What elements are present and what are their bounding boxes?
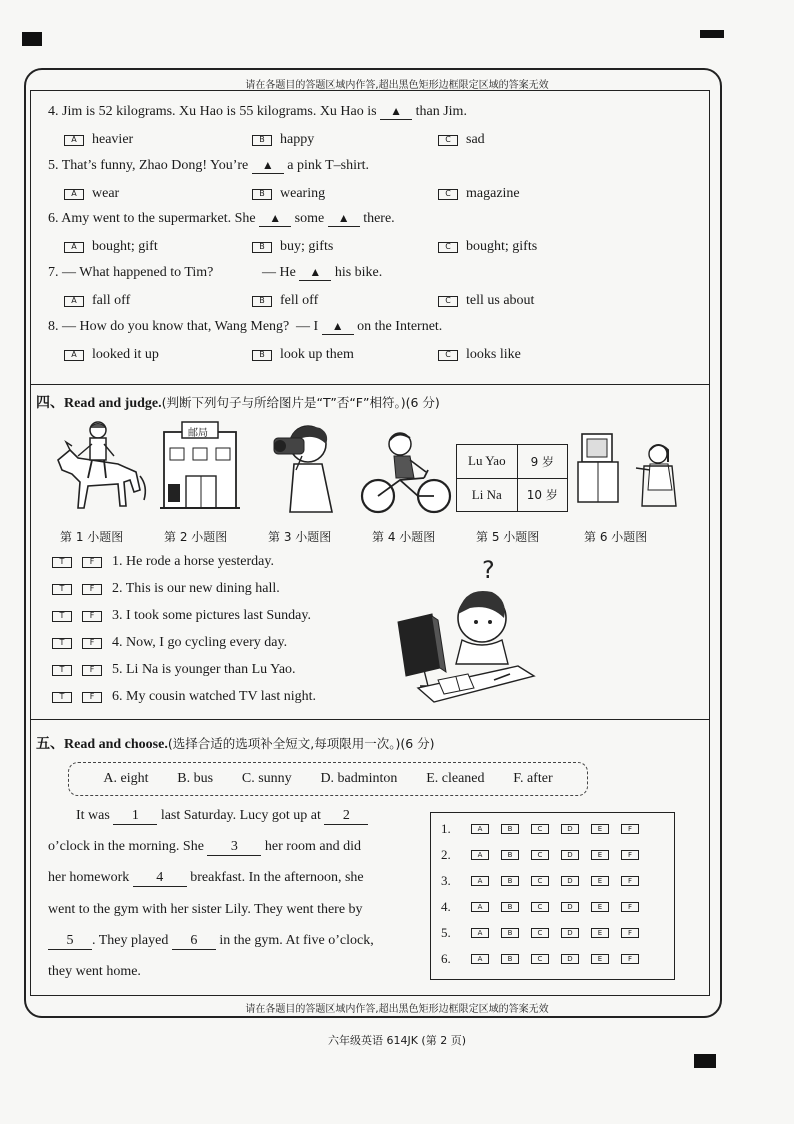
true-box[interactable]: T <box>52 692 72 703</box>
option-letter-box[interactable]: B <box>252 350 272 361</box>
age-table-age: 10 岁 <box>517 478 567 512</box>
option-choice[interactable] <box>252 186 325 202</box>
registration-mark-bottom-right <box>694 1054 716 1068</box>
answer-bubble[interactable]: F <box>621 954 639 964</box>
age-table-picture <box>456 444 568 512</box>
question-text: than Jim. <box>415 104 467 119</box>
question-text: a pink T–shirt. <box>287 158 370 173</box>
option-letter-box[interactable]: B <box>252 242 272 253</box>
answer-grid-row <box>441 925 639 941</box>
question-text: — What happened to Tim? <box>62 265 214 280</box>
answer-bubble[interactable]: F <box>621 876 639 886</box>
answer-bubble[interactable]: B <box>501 928 519 938</box>
answer-row-number: 4. <box>441 899 451 914</box>
true-box[interactable]: T <box>52 611 72 622</box>
picture-caption: 第 3 小题图 <box>268 530 332 544</box>
answer-bubble[interactable]: E <box>591 928 609 938</box>
option-text: heavier <box>92 132 134 147</box>
answer-bubble[interactable]: E <box>591 876 609 886</box>
question-stem <box>48 104 467 120</box>
horse-rider-picture <box>48 420 152 520</box>
answer-bubble[interactable]: D <box>561 954 579 964</box>
option-choice[interactable] <box>438 239 537 255</box>
question-stem <box>48 319 443 335</box>
picture-caption: 第 5 小题图 <box>476 530 540 544</box>
false-box[interactable]: F <box>82 584 102 595</box>
answer-bubble[interactable]: A <box>471 928 489 938</box>
choice-item: E. cleaned <box>426 771 485 786</box>
option-choice[interactable] <box>64 186 119 202</box>
option-letter-box[interactable]: A <box>64 350 84 361</box>
judge-row <box>52 689 316 705</box>
question-text: some <box>294 211 325 226</box>
option-letter-box[interactable]: A <box>64 189 84 200</box>
option-choice[interactable] <box>64 347 159 363</box>
option-text: looks like <box>466 347 521 362</box>
option-text: tell us about <box>466 293 535 308</box>
answer-bubble[interactable]: F <box>621 850 639 860</box>
answer-grid-row <box>441 951 639 967</box>
section-divider <box>30 384 710 385</box>
picture-caption: 第 6 小题图 <box>584 530 648 544</box>
option-letter-box[interactable]: B <box>252 135 272 146</box>
option-choice[interactable] <box>64 293 130 309</box>
footer-label: 六年级英语 614JK (第 2 页) <box>327 1034 467 1047</box>
passage-text: last Saturday. Lucy got up at <box>160 808 321 823</box>
answer-bubble[interactable]: D <box>561 876 579 886</box>
answer-row-number: 3. <box>441 873 451 888</box>
question-text: That’s funny, Zhao Dong! You’re <box>61 158 249 173</box>
passage-text: they went home. <box>48 964 141 979</box>
choice-item: C. sunny <box>241 771 292 786</box>
passage-text: in the gym. At five o’clock, <box>219 933 374 948</box>
answer-bubble[interactable]: F <box>621 824 639 834</box>
passage-text: . They played <box>92 933 169 948</box>
question-text: there. <box>363 211 395 226</box>
answer-grid <box>430 812 675 980</box>
question-stem <box>48 265 383 281</box>
answer-blank[interactable]: ▲ <box>299 265 331 281</box>
answer-bubble[interactable]: A <box>471 954 489 964</box>
option-text: fall off <box>92 293 131 308</box>
true-box[interactable]: T <box>52 557 72 568</box>
option-choice[interactable] <box>438 132 485 148</box>
picture-caption: 第 2 小题图 <box>164 530 228 544</box>
option-letter-box[interactable]: A <box>64 296 84 307</box>
header-notice: 请在各题目的答题区域内作答,超出黑色矩形边框限定区域的答案无效 <box>245 80 549 91</box>
option-choice[interactable] <box>438 347 521 363</box>
false-box[interactable]: F <box>82 665 102 676</box>
false-box[interactable]: F <box>82 638 102 649</box>
passage-text: her room and did <box>264 839 361 854</box>
answer-bubble[interactable]: C <box>531 850 549 860</box>
option-choice[interactable] <box>438 186 520 202</box>
camera-boy-picture <box>272 422 338 514</box>
reply-text <box>296 319 442 335</box>
question-text: Jim is 52 kilograms. Xu Hao is 55 kilograms. Xu Hao is <box>62 104 377 119</box>
cloze-blank-5[interactable]: 5 <box>48 933 92 950</box>
question-number: 8. <box>48 319 59 334</box>
judge-row <box>52 554 274 570</box>
question-text: — How do you know that, Wang Meng? <box>62 319 290 334</box>
judge-statement: 3. I took some pictures last Sunday. <box>112 608 311 623</box>
option-letter-box[interactable]: B <box>252 296 272 307</box>
answer-grid-row <box>441 847 639 863</box>
answer-row-number: 2. <box>441 847 451 862</box>
question-text: his bike. <box>334 265 383 280</box>
answer-bubble[interactable]: C <box>531 954 549 964</box>
option-letter-box[interactable]: B <box>252 189 272 200</box>
option-letter-box[interactable]: A <box>64 242 84 253</box>
judge-statement: 5. Li Na is younger than Lu Yao. <box>112 662 296 677</box>
question-stem <box>48 211 395 227</box>
passage-text: o’clock in the morning. She <box>48 839 204 854</box>
age-table-name: Li Na <box>457 478 518 512</box>
answer-bubble[interactable]: D <box>561 824 579 834</box>
reply-speaker: — He <box>262 265 296 280</box>
judge-statement: 4. Now, I go cycling every day. <box>112 635 288 650</box>
answer-bubble[interactable]: E <box>591 850 609 860</box>
false-box[interactable]: F <box>82 692 102 703</box>
question-number: 6. <box>48 211 59 226</box>
picture-caption: 第 4 小题图 <box>372 530 436 544</box>
cloze-blank-1[interactable]: 1 <box>113 808 157 825</box>
choice-item: A. eight <box>103 771 149 786</box>
option-choice[interactable] <box>438 293 534 309</box>
option-letter-box[interactable]: C <box>438 350 458 361</box>
answer-bubble[interactable]: C <box>531 824 549 834</box>
answer-bubble[interactable]: A <box>471 824 489 834</box>
answer-row-number: 5. <box>441 925 451 940</box>
answer-row-number: 1. <box>441 821 451 836</box>
reply-speaker: — I <box>296 319 319 334</box>
option-text: bought; gifts <box>466 239 538 254</box>
true-box[interactable]: T <box>52 584 72 595</box>
watching-tv-picture <box>578 430 682 514</box>
cycling-boy-picture <box>358 430 454 516</box>
option-choice[interactable] <box>64 132 133 148</box>
age-table-name: Lu Yao <box>457 445 518 479</box>
thinking-boy-illustration <box>398 556 538 704</box>
footer-notice: 请在各题目的答题区域内作答,超出黑色矩形边框限定区域的答案无效 <box>245 1004 549 1015</box>
option-text: happy <box>280 132 315 147</box>
table-row <box>457 445 568 479</box>
answer-blank[interactable]: ▲ <box>252 158 284 174</box>
false-box[interactable]: F <box>82 557 102 568</box>
question-number: 4. <box>48 104 59 119</box>
registration-mark-top-right <box>700 30 724 38</box>
option-choice[interactable] <box>252 347 354 363</box>
option-text: buy; gifts <box>280 239 334 254</box>
question-text: on the Internet. <box>357 319 443 334</box>
answer-grid-row <box>441 899 639 915</box>
answer-bubble[interactable]: B <box>501 954 519 964</box>
true-box[interactable]: T <box>52 638 72 649</box>
choice-item: B. bus <box>177 771 214 786</box>
section5-title-cn: (选择合适的选项补全短文,每项限用一次。)(6 分) <box>167 736 435 751</box>
option-text: wearing <box>280 186 326 201</box>
answer-bubble[interactable]: A <box>471 876 489 886</box>
section4-title <box>36 392 440 412</box>
table-row <box>457 478 568 512</box>
svg-text:?: ? <box>482 556 495 584</box>
answer-bubble[interactable]: D <box>561 902 579 912</box>
option-text: wear <box>92 186 120 201</box>
option-choice[interactable] <box>252 239 333 255</box>
judge-statement: 2. This is our new dining hall. <box>112 581 280 596</box>
cloze-blank-3[interactable]: 3 <box>207 839 261 856</box>
passage-text: her homework <box>48 870 130 885</box>
answer-blank[interactable]: ▲ <box>380 104 412 120</box>
judge-row <box>52 662 296 678</box>
option-choice[interactable] <box>252 293 318 309</box>
passage-text: breakfast. In the afternoon, she <box>190 870 364 885</box>
word-choice-box <box>68 762 588 796</box>
cloze-blank-2[interactable]: 2 <box>324 808 368 825</box>
question-stem <box>48 158 369 174</box>
option-letter-box[interactable]: C <box>438 135 458 146</box>
registration-mark-top-left <box>22 32 42 46</box>
section4-title-cn: (判断下列句子与所给图片是“T”否“F”相符。)(6 分) <box>161 395 440 410</box>
option-choice[interactable] <box>64 239 158 255</box>
answer-bubble[interactable]: E <box>591 954 609 964</box>
answer-bubble[interactable]: E <box>591 824 609 834</box>
true-box[interactable]: T <box>52 665 72 676</box>
option-letter-box[interactable]: C <box>438 189 458 200</box>
option-text: sad <box>466 132 485 147</box>
answer-bubble[interactable]: D <box>561 850 579 860</box>
answer-bubble[interactable]: F <box>621 928 639 938</box>
post-office-sign: 邮局 <box>188 428 208 439</box>
answer-row-number: 6. <box>441 951 451 966</box>
answer-bubble[interactable]: B <box>501 824 519 834</box>
section5-title <box>36 733 435 753</box>
judge-statement: 6. My cousin watched TV last night. <box>112 689 317 704</box>
answer-bubble[interactable]: C <box>531 928 549 938</box>
answer-bubble[interactable]: C <box>531 876 549 886</box>
answer-blank[interactable]: ▲ <box>259 211 291 227</box>
answer-grid-row <box>441 821 639 837</box>
cloze-blank-6[interactable]: 6 <box>172 933 216 950</box>
section4-title-en: 四、Read and judge. <box>36 396 162 411</box>
answer-grid-row <box>441 873 639 889</box>
judge-row <box>52 608 311 624</box>
answer-bubble[interactable]: D <box>561 928 579 938</box>
option-text: bought; gift <box>92 239 158 254</box>
cloze-blank-4[interactable]: 4 <box>133 870 187 887</box>
answer-bubble[interactable]: A <box>471 902 489 912</box>
answer-blank[interactable]: ▲ <box>322 319 354 335</box>
option-letter-box[interactable]: C <box>438 242 458 253</box>
judge-statement: 1. He rode a horse yesterday. <box>112 554 274 569</box>
option-letter-box[interactable]: A <box>64 135 84 146</box>
option-choice[interactable] <box>252 132 314 148</box>
option-text: looked it up <box>92 347 159 362</box>
false-box[interactable]: F <box>82 611 102 622</box>
option-text: fell off <box>280 293 319 308</box>
answer-bubble[interactable]: A <box>471 850 489 860</box>
answer-bubble[interactable]: C <box>531 902 549 912</box>
passage-text: It was <box>76 808 110 823</box>
option-letter-box[interactable]: C <box>438 296 458 307</box>
question-text: Amy went to the supermarket. She <box>61 211 256 226</box>
reply-text <box>262 265 382 281</box>
answer-blank[interactable]: ▲ <box>328 211 360 227</box>
question-number: 7. <box>48 265 59 280</box>
option-text: look up them <box>280 347 354 362</box>
question-number: 5. <box>48 158 59 173</box>
age-table-age: 9 岁 <box>517 445 567 479</box>
answer-bubble[interactable]: B <box>501 850 519 860</box>
answer-bubble[interactable]: B <box>501 902 519 912</box>
choice-item: D. badminton <box>320 771 398 786</box>
judge-row <box>52 581 280 597</box>
choice-item: F. after <box>513 771 553 786</box>
answer-bubble[interactable]: F <box>621 902 639 912</box>
picture-caption: 第 1 小题图 <box>60 530 124 544</box>
section-divider <box>30 719 710 720</box>
passage-text: went to the gym with her sister Lily. They went there by <box>48 902 363 917</box>
answer-bubble[interactable]: E <box>591 902 609 912</box>
answer-bubble[interactable]: B <box>501 876 519 886</box>
section5-title-en: 五、Read and choose. <box>36 737 168 752</box>
judge-row <box>52 635 287 651</box>
option-text: magazine <box>466 186 520 201</box>
